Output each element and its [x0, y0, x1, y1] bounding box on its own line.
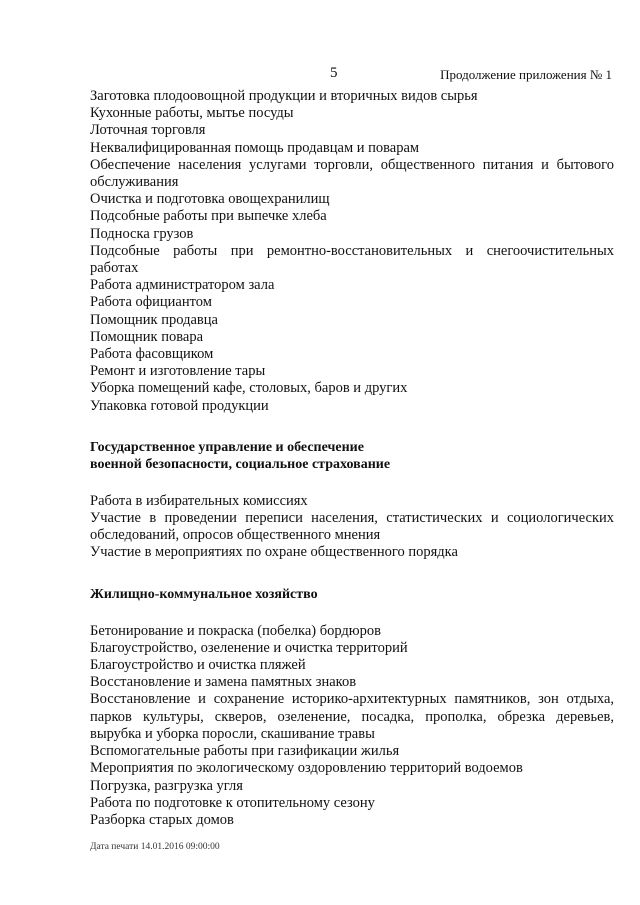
list-item: Погрузка, разгрузка угля: [90, 777, 243, 794]
list-item: Упаковка готовой продукции: [90, 397, 269, 414]
trade-list: [90, 88, 614, 415]
list-item: Ремонт и изготовление тары: [90, 363, 266, 380]
list-item: Подсобные работы при ремонтно-восстановительных и снегоочистительных работах: [90, 242, 614, 277]
list-item: Кухонные работы, мытье посуды: [90, 105, 294, 122]
list-item: Подсобные работы при выпечке хлеба: [90, 208, 327, 225]
list-item: Вспомогательные работы при газификации жилья: [90, 743, 400, 760]
list-item: Работа фасовщиком: [90, 346, 214, 363]
page-number: 5: [330, 65, 338, 81]
list-item: Участие в проведении переписи населения, статистических и социологических обследований, опросов общественного мнения: [90, 510, 614, 544]
document-body: [90, 88, 614, 829]
list-item: Восстановление и сохранение историко-архитектурных памятников, зон отдыха, парков культуры, скверов, озеленение, посадка, прополка, обрезка деревьев, вырубка и уборка поросли, скашивание травы: [90, 691, 614, 742]
list-item: Уборка помещений кафе, столовых, баров и других: [90, 380, 408, 397]
government-list: [90, 493, 614, 562]
list-item: Благоустройство, озеленение и очистка территорий: [90, 639, 408, 656]
list-item: Мероприятия по экологическому оздоровлению территорий водоемов: [90, 760, 523, 777]
list-item: Работа администратором зала: [90, 277, 275, 294]
list-item: Работа по подготовке к отопительному сезону: [90, 794, 375, 811]
section-heading-housing: Жилищно-коммунальное хозяйство: [90, 586, 318, 602]
list-item: Работа официантом: [90, 294, 212, 311]
list-item: Благоустройство и очистка пляжей: [90, 657, 306, 674]
list-item: Разборка старых домов: [90, 811, 234, 828]
section-heading-government-line1: Государственное управление и обеспечение: [90, 439, 364, 455]
list-item: Лоточная торговля: [90, 122, 206, 139]
appendix-continuation: Продолжение приложения № 1: [440, 67, 612, 82]
list-item: Очистка и подготовка овощехранилищ: [90, 191, 330, 208]
list-item: Участие в мероприятиях по охране общественного порядка: [90, 544, 458, 561]
list-item: Обеспечение населения услугами торговли, общественного питания и бытового обслуживания: [90, 156, 614, 191]
list-item: Подноска грузов: [90, 225, 194, 242]
list-item: Восстановление и замена памятных знаков: [90, 674, 357, 691]
list-item: Неквалифицированная помощь продавцам и поварам: [90, 139, 420, 156]
list-item: Работа в избирательных комиссиях: [90, 492, 308, 509]
print-date: Дата печати 14.01.2016 09:00:00: [90, 842, 220, 852]
list-item: Помощник продавца: [90, 311, 218, 328]
list-item: Заготовка плодоовощной продукции и вторичных видов сырья: [90, 88, 478, 104]
list-item: Помощник повара: [90, 328, 204, 345]
section-heading-government-line2: военной безопасности, социальное страхование: [90, 456, 391, 472]
list-item: Бетонирование и покраска (побелка) бордюров: [90, 622, 381, 639]
housing-list: [90, 623, 614, 829]
